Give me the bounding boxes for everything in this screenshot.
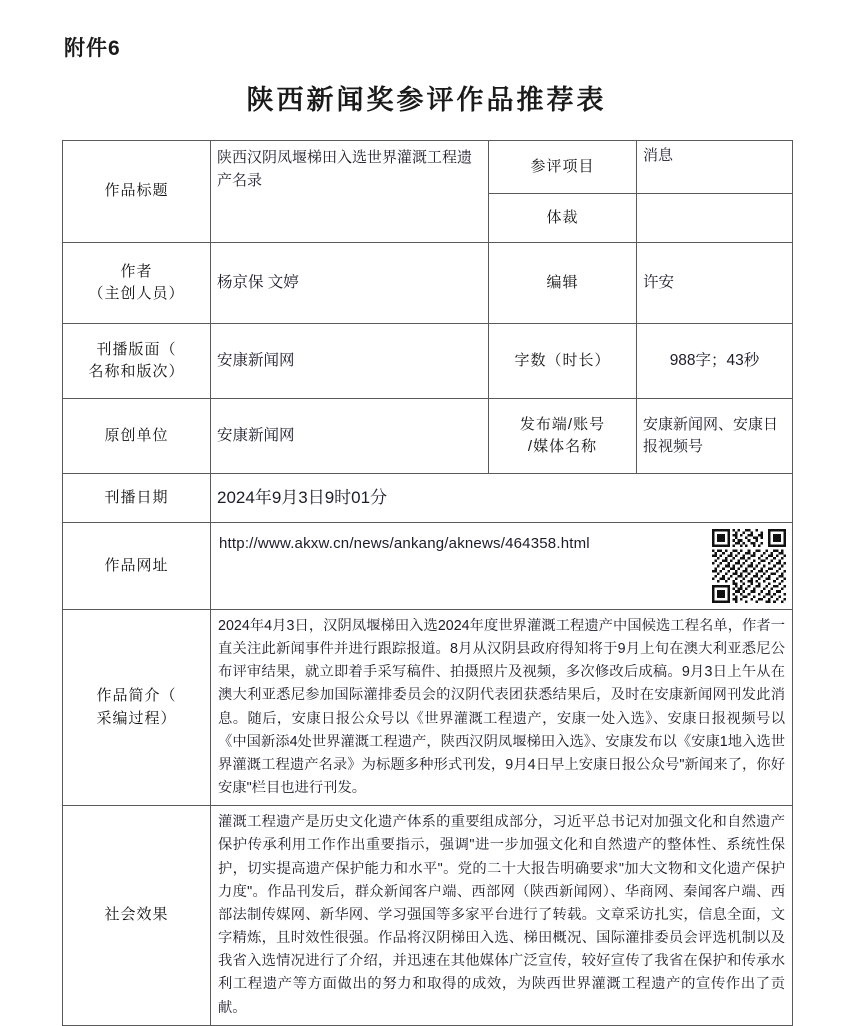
platform-value: 安康新闻网、安康日报视频号	[637, 399, 793, 474]
review-category-value: 消息	[637, 141, 793, 194]
platform-label-line1: 发布端/账号	[519, 415, 606, 433]
impact-label: 社会效果	[63, 806, 211, 1025]
table-row	[63, 806, 793, 1025]
impact-value: 灌溉工程遗产是历史文化遗产体系的重要组成部分，习近平总书记对加强文化和自然遗产保护传承利用工作作出重要指示，强调"进一步加强文化和自然遗产的整体性、系统性保护，切实提高遗产保护能力和水平"。党的二十大报告明确要求"加大文物和文化遗产保护力度"。作品刊发后，群众新闻客户端、西部网（陕西新闻网）、华商网、秦闻客户端、西部法制传媒网、新华网、学习强国等多家平台进行了转载。文章采访扎实，信息全面，文字精炼，且时效性很强。作品将汉阴梯田入选、梯田概况、国际灌排委员会评选机制以及我省入选情况进行了介绍，并迅速在其他媒体广泛宣传，较好宣传了我省在保护和传承水利工程遗产等方面做出的努力和取得的成效，为陕西世界灌溉工程遗产的宣传作出了贡献。	[218, 814, 785, 1016]
work-url-label: 作品网址	[63, 523, 211, 610]
original-unit-value: 安康新闻网	[211, 399, 489, 474]
platform-label	[489, 399, 637, 474]
table-row	[63, 610, 793, 806]
genre-label: 体裁	[489, 194, 637, 243]
publish-layout-value: 安康新闻网	[211, 324, 489, 399]
publish-layout-label	[63, 324, 211, 399]
editor-value: 许安	[637, 243, 793, 324]
author-label	[63, 243, 211, 324]
author-value: 杨京保 文婷	[211, 243, 489, 324]
editor-label: 编辑	[489, 243, 637, 324]
intro-value-cell	[211, 610, 793, 806]
work-title-value: 陕西汉阴凤堰梯田入选世界灌溉工程遗产名录	[211, 141, 489, 243]
table-row	[63, 243, 793, 324]
platform-label-line2: /媒体名称	[527, 438, 598, 455]
intro-label-line2: 采编过程）	[96, 709, 177, 727]
table-row	[63, 474, 793, 523]
intro-value: 2024年4月3日，汉阴凤堰梯田入选2024年度世界灌溉工程遗产中国候选工程名单，作者一直关注此新闻事件并进行跟踪报道。8月从汉阴县政府得知将于9月上旬在澳大利亚悉尼公布评审结果，就立即着手采写稿件、拍摄照片及视频，多次修改后成稿。9月3日上午从在澳大利亚悉尼参加国际灌排委员会的汉阴代表团获悉结果后，及时在安康新闻网刊发此消息。随后，安康日报公众号以《世界灌溉工程遗产，安康一处入选》、安康日报视频号以《中国新添4处世界灌溉工程遗产，陕西汉阴凤堰梯田入选》、安康发布以《安康1地入选世界灌溉工程遗产名录》为标题多种形式刊发，9月4日早上安康日报公众号"新闻来了，你好安康"栏目也进行刊发。	[218, 618, 785, 797]
work-url-value[interactable]: http://www.akxw.cn/news/ankang/aknews/464358.html	[219, 535, 590, 552]
wordcount-label: 字数（时长）	[489, 324, 637, 399]
author-label-line1: 作者	[120, 262, 153, 280]
publish-date-value: 2024年9月3日9时01分	[211, 474, 793, 523]
page-title: 陕西新闻奖参评作品推荐表	[246, 85, 607, 115]
table-row	[63, 141, 793, 194]
intro-label	[63, 610, 211, 806]
table-row	[63, 324, 793, 399]
table-row	[63, 399, 793, 474]
publish-date-label: 刊播日期	[63, 474, 211, 523]
recommendation-form-table	[62, 140, 793, 1026]
work-title-label: 作品标题	[63, 141, 211, 243]
author-label-line2: （主创人员）	[88, 285, 185, 302]
work-url-cell	[211, 523, 793, 610]
original-unit-label: 原创单位	[63, 399, 211, 474]
attachment-label: 附件6	[64, 37, 121, 60]
table-row	[63, 523, 793, 610]
publish-layout-label-line2: 名称和版次）	[88, 363, 185, 380]
publish-layout-label-line1: 刊播版面（	[96, 340, 177, 358]
impact-value-cell	[211, 806, 793, 1025]
intro-label-line1: 作品简介（	[96, 687, 177, 705]
qr-code	[712, 529, 786, 603]
review-category-label: 参评项目	[489, 141, 637, 194]
genre-value	[637, 194, 793, 243]
wordcount-value: 988字；43秒	[637, 324, 793, 399]
